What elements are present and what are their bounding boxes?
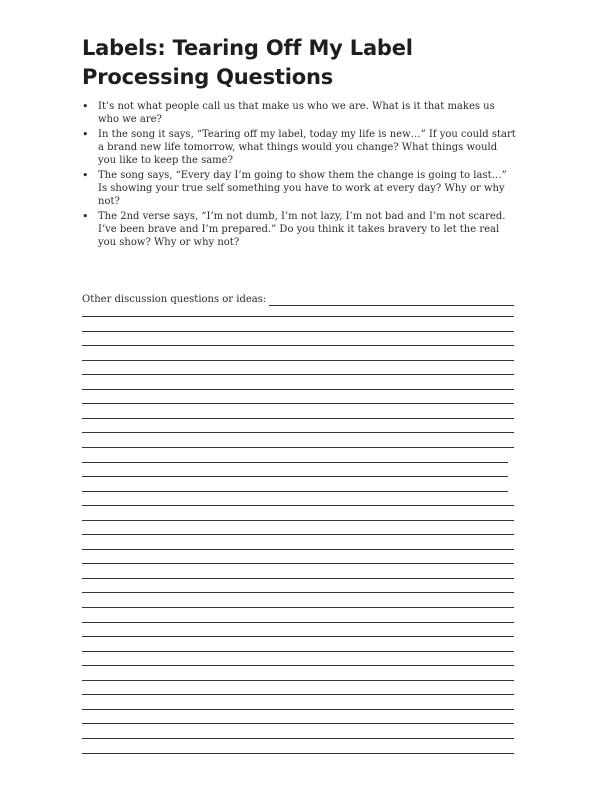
question-item: • It’s not what people call us that make us who we are. What is it that makes us who we are? — [82, 100, 518, 126]
writing-line[interactable] — [82, 563, 514, 564]
writing-line[interactable] — [82, 636, 514, 637]
writing-line[interactable] — [82, 578, 514, 579]
writing-line[interactable] — [82, 592, 514, 593]
writing-line[interactable] — [82, 374, 514, 375]
writing-line[interactable] — [82, 665, 514, 666]
writing-line[interactable] — [82, 607, 514, 608]
writing-line[interactable] — [82, 403, 514, 404]
writing-line[interactable] — [82, 505, 514, 506]
question-item: • The 2nd verse says, “I’m not dumb, I’m not lazy, I’m not bad and I’m not scared. I’ve been brave and I’m prepared.” Do you think it takes bravery to let the real you show? Why or why not? — [82, 210, 518, 249]
writing-line[interactable] — [82, 709, 514, 710]
writing-line[interactable] — [82, 316, 514, 317]
writing-line[interactable] — [82, 476, 508, 477]
title-line-2: Processing Questions — [82, 65, 334, 89]
writing-line[interactable] — [82, 549, 514, 550]
writing-line[interactable] — [82, 432, 514, 433]
writing-line[interactable] — [82, 345, 514, 346]
writing-line[interactable] — [82, 462, 508, 463]
writing-line[interactable] — [82, 331, 514, 332]
writing-line[interactable] — [82, 360, 514, 361]
other-questions-label: Other discussion questions or ideas: — [82, 294, 267, 305]
writing-line[interactable] — [82, 738, 514, 739]
writing-line[interactable] — [82, 520, 514, 521]
writing-line[interactable] — [82, 651, 514, 652]
title-line-1: Labels: Tearing Off My Label — [82, 36, 413, 60]
writing-line[interactable] — [82, 753, 514, 754]
writing-line[interactable] — [82, 723, 514, 724]
writing-line[interactable] — [82, 680, 514, 681]
writing-line[interactable] — [82, 622, 514, 623]
writing-line[interactable] — [82, 418, 514, 419]
writing-line[interactable] — [82, 447, 514, 448]
writing-line[interactable] — [82, 694, 514, 695]
writing-line[interactable] — [82, 491, 508, 492]
question-item: • In the song it says, “Tearing off my label, today my life is new…” If you could start a brand new life tomorrow, what things would you change? What things would you like to keep the same? — [82, 128, 518, 167]
writing-line[interactable] — [82, 534, 514, 535]
writing-line[interactable] — [82, 389, 514, 390]
question-item: • The song says, “Every day I’m going to show them the change is going to last…” Is showing your true self something you have to work at every day? Why or why not? — [82, 169, 518, 208]
